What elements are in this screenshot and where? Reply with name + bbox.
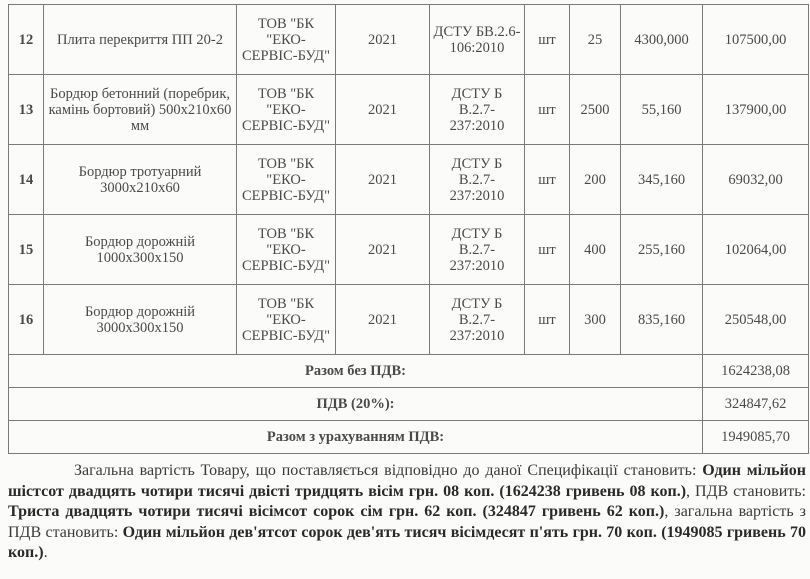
year: 2021: [336, 215, 430, 285]
quantity: 300: [570, 285, 621, 355]
line-sum: 137900,00: [703, 75, 809, 145]
item-name: Бордюр тротуарний 3000x210x60: [44, 145, 237, 215]
quantity: 400: [570, 215, 621, 285]
table-row: [9, 75, 809, 145]
unit: шт: [525, 285, 570, 355]
line-sum: 102064,00: [703, 215, 809, 285]
summary-subtotal-words: Один мільйон шістсот двадцять чотири тисячі двісті тридцять вісім грн. 08 коп. (1624238 гривень 08 коп.): [8, 462, 806, 500]
year: 2021: [336, 5, 430, 75]
line-sum: 250548,00: [703, 285, 809, 355]
summary-text: Загальна вартість Товару, що поставляється відповідно до даної Специфікації становить:: [74, 462, 703, 479]
line-sum: 69032,00: [703, 145, 809, 215]
subtotal-value: 1624238,08: [703, 355, 809, 388]
unit-price: 4300,000: [621, 5, 703, 75]
year: 2021: [336, 145, 430, 215]
vat-row: [9, 388, 809, 421]
unit: шт: [525, 145, 570, 215]
quantity: 200: [570, 145, 621, 215]
summary-text: , ПДВ становить:: [686, 482, 806, 500]
row-number: 16: [9, 285, 44, 355]
summary-paragraph: [8, 461, 806, 564]
unit-price: 55,160: [621, 75, 703, 145]
unit: шт: [525, 5, 570, 75]
standard: ДСТУ Б В.2.7-237:2010: [430, 285, 525, 355]
summary-total-words: Один мільйон дев'ятсот сорок дев'ять тисяч вісімдесят п'ять грн. 70 коп. (1949085 гривень 70 коп.): [8, 523, 806, 561]
row-number: 12: [9, 5, 44, 75]
summary-text: , загальна вартість з ПДВ становить:: [8, 503, 806, 541]
unit: шт: [525, 75, 570, 145]
standard: ДСТУ Б В.2.7-237:2010: [430, 145, 525, 215]
item-name: Бордюр бетонний (поребрик, камінь бортовий) 500x210x60 мм: [44, 75, 237, 145]
quantity: 2500: [570, 75, 621, 145]
unit-price: 255,160: [621, 215, 703, 285]
specification-table: [8, 4, 809, 454]
line-sum: 107500,00: [703, 5, 809, 75]
grand-total-row: [9, 421, 809, 454]
item-name: Бордюр дорожній 3000x300x150: [44, 285, 237, 355]
supplier: ТОВ "БК "ЕКО-СЕРВІС-БУД": [237, 145, 336, 215]
subtotal-label: Разом без ПДВ:: [9, 355, 703, 388]
table-row: [9, 215, 809, 285]
quantity: 25: [570, 5, 621, 75]
supplier: ТОВ "БК "ЕКО-СЕРВІС-БУД": [237, 215, 336, 285]
standard: ДСТУ БВ.2.6-106:2010: [430, 5, 525, 75]
summary-text: .: [43, 544, 48, 561]
year: 2021: [336, 285, 430, 355]
year: 2021: [336, 75, 430, 145]
grand-total-label: Разом з урахуванням ПДВ:: [9, 421, 703, 454]
supplier: ТОВ "БК "ЕКО-СЕРВІС-БУД": [237, 285, 336, 355]
supplier: ТОВ "БК "ЕКО-СЕРВІС-БУД": [237, 5, 336, 75]
standard: ДСТУ Б В.2.7-237:2010: [430, 75, 525, 145]
item-name: Бордюр дорожній 1000x300x150: [44, 215, 237, 285]
table-row: [9, 145, 809, 215]
table-row: [9, 285, 809, 355]
row-number: 13: [9, 75, 44, 145]
vat-label: ПДВ (20%):: [9, 388, 703, 421]
subtotal-row: [9, 355, 809, 388]
row-number: 14: [9, 145, 44, 215]
unit: шт: [525, 215, 570, 285]
grand-total-value: 1949085,70: [703, 421, 809, 454]
unit-price: 345,160: [621, 145, 703, 215]
vat-value: 324847,62: [703, 388, 809, 421]
unit-price: 835,160: [621, 285, 703, 355]
item-name: Плита перекриття ПП 20-2: [44, 5, 237, 75]
standard: ДСТУ Б В.2.7-237:2010: [430, 215, 525, 285]
row-number: 15: [9, 215, 44, 285]
summary-vat-words: Триста двадцять чотири тисячі вісімсот сорок сім грн. 62 коп. (324847 гривень 62 коп.): [8, 503, 665, 520]
table-row: [9, 5, 809, 75]
supplier: ТОВ "БК "ЕКО-СЕРВІС-БУД": [237, 75, 336, 145]
